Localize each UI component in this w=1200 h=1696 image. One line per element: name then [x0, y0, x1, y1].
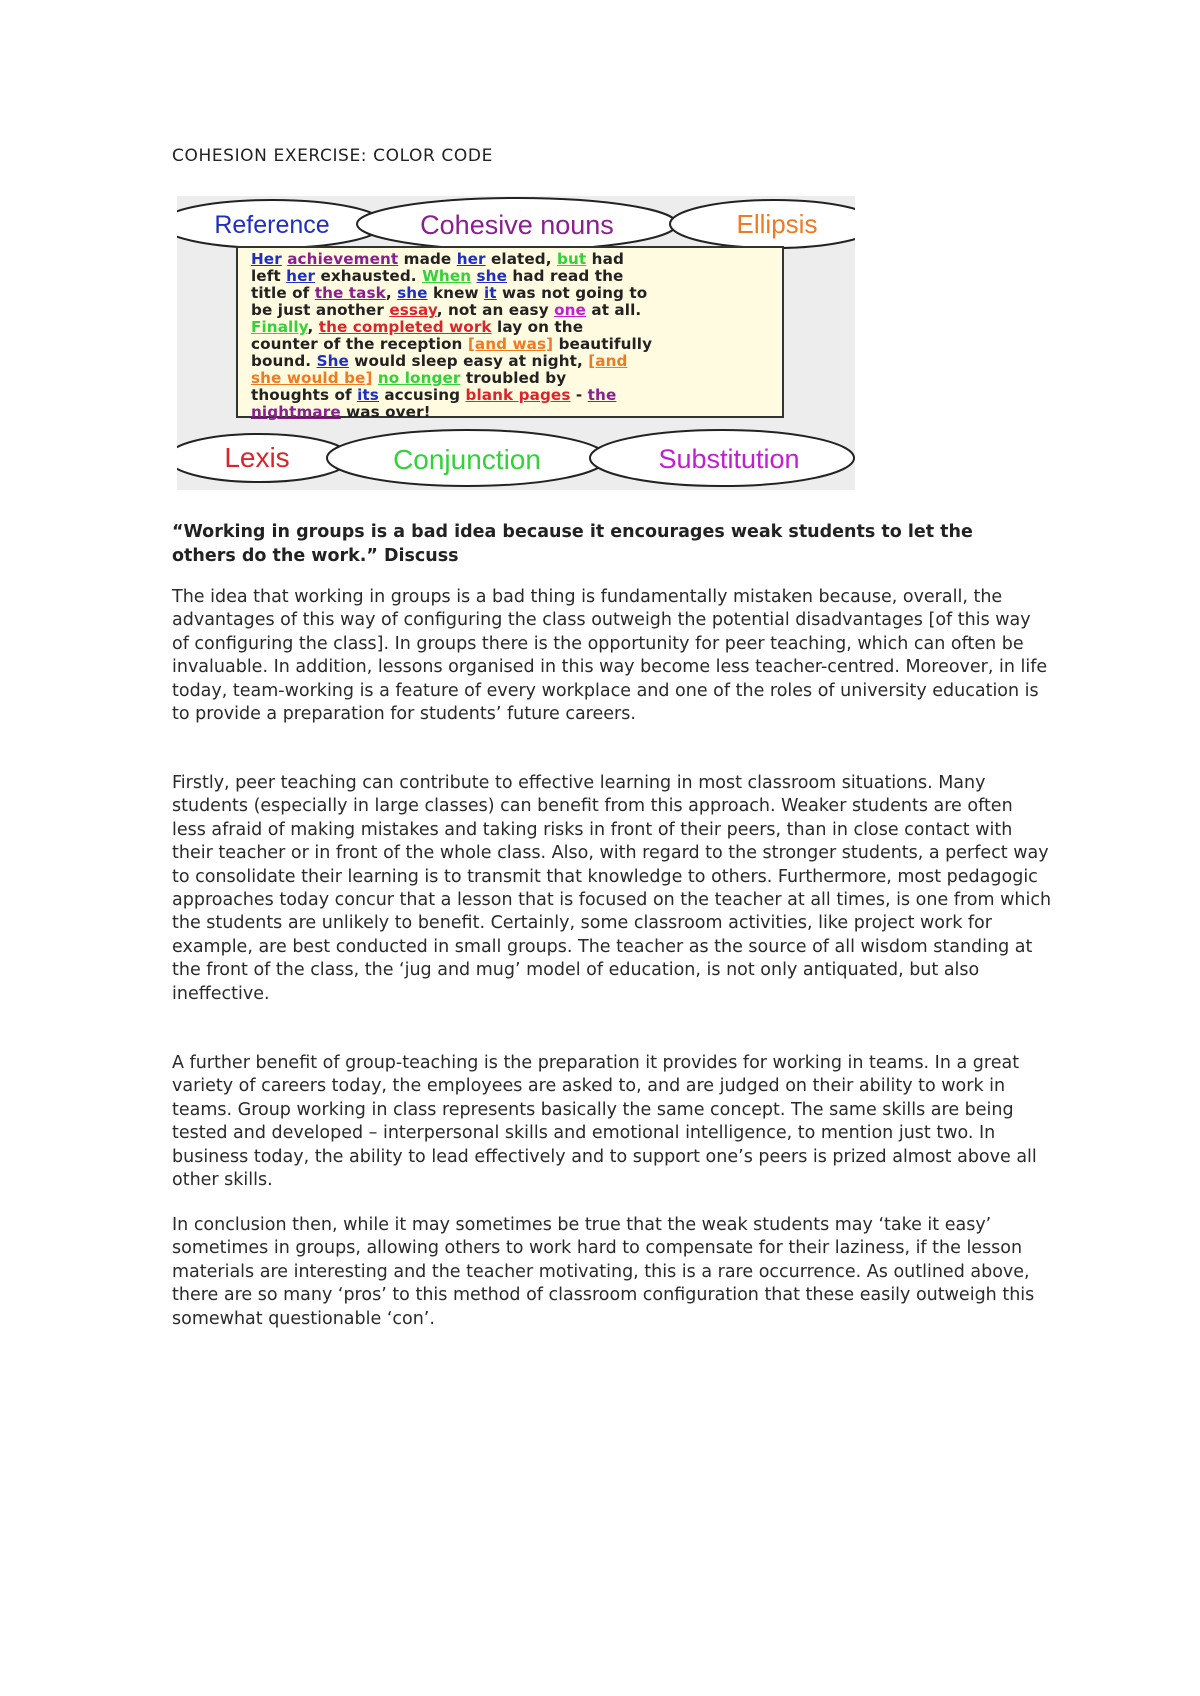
- lexis-mark: blank pages: [465, 386, 571, 404]
- paragraph-peer-teaching: Firstly, peer teaching can contribute to effective learning in most classroom situations. Many students (especially in large classes) can benefit from this approach. Weaker students are often less afraid of making mistakes and taking risks in front of their peers, than in close contact with their teacher or in front of the whole class. Also, with regard to the stronger students, a perfect way to consolidate their learning is to transmit that knowledge to others. Furthermore, most pedagogic approaches today concur that a lesson that is focused on the teacher at all times, is one from which the students are unlikely to benefit. Certainly, some classroom activities, like project work for example, are best conducted in small groups. The teacher as the source of all wisdom standing at the front of the class, the ‘jug and mug’ model of education, is not only antiquated, but also ineffective.: [172, 773, 1052, 1004]
- paragraph-conclusion: In conclusion then, while it may sometimes be true that the weak students may ‘take it easy’ sometimes in groups, allowing others to work hard to compensate for their laziness, if the lesson materials are interesting and the teacher motivating, this is a rare occurrence. As outlined above, there are so many ‘pros’ to this method of classroom configuration that these easily outweigh this somewhat questionable ‘con’.: [172, 1215, 1035, 1329]
- passage-line: she would be] no longer troubled by: [251, 369, 567, 387]
- reference-mark: She: [316, 352, 349, 370]
- cohesive-noun-mark: nightmare: [251, 403, 341, 421]
- conjunction-mark: Finally: [251, 318, 308, 336]
- passage-line: Her achievement made her elated, but had: [251, 250, 624, 268]
- cohesive-noun-mark: achievement: [287, 250, 399, 268]
- reference-label: Reference: [214, 211, 330, 239]
- ellipsis-mark: [and was]: [467, 335, 554, 353]
- reference-mark: she: [397, 284, 428, 302]
- passage-line: thoughts of its accusing blank pages - the: [251, 386, 617, 404]
- conjunction-mark: but: [557, 250, 587, 268]
- ellipsis-label: Ellipsis: [736, 209, 818, 239]
- passage-line: counter of the reception [and was] beautifully: [251, 335, 653, 353]
- paragraph-intro: The idea that working in groups is a bad thing is fundamentally mistaken because, overall, the advantages of this way of configuring the class outweigh the potential disadvantages [of this way of configuring the class]. In groups there is the opportunity for peer teaching, which can often be invaluable. In addition, lessons organised in this way become less teacher-centred. Moreover, in life today, team-working is a feature of every workplace and one of the roles of university education is to provide a preparation for students’ future careers.: [172, 587, 1048, 725]
- essay-question: “Working in groups is a bad idea because it encourages weak students to let the others do the work.” Discuss: [172, 522, 973, 566]
- passage-line: title of the task, she knew it was not going to: [251, 284, 648, 302]
- conjunction-mark: no longer: [377, 369, 461, 387]
- ellipsis-mark: she would be]: [251, 369, 373, 387]
- reference-mark: it: [484, 284, 497, 302]
- passage-line: nightmare was over!: [251, 403, 431, 421]
- conjunction-label: Conjunction: [393, 444, 541, 475]
- lexis-mark: essay: [389, 301, 437, 319]
- cohesive-nouns-label: Cohesive nouns: [420, 210, 614, 240]
- reference-mark: its: [357, 386, 379, 404]
- cohesion-diagram: [177, 196, 855, 490]
- reference-mark: she: [476, 267, 507, 285]
- conjunction-mark: When: [422, 267, 472, 285]
- reference-mark: her: [456, 250, 486, 268]
- page-title: COHESION EXERCISE: COLOR CODE: [172, 146, 493, 166]
- passage-line: Finally, the completed work lay on the: [251, 318, 584, 336]
- ellipsis-mark: [and: [588, 352, 628, 370]
- cohesive-noun-mark: the: [587, 386, 617, 404]
- cohesive-noun-mark: the task: [314, 284, 386, 302]
- substitution-label: Substitution: [658, 444, 800, 474]
- passage-line: bound. She would sleep easy at night, [and: [251, 352, 628, 370]
- example-passage: [236, 246, 784, 421]
- paragraph-teamwork: A further benefit of group-teaching is the preparation it provides for working in teams. In a great variety of careers today, the employees are asked to, and are judged on their ability to work in teams. Group working in class represents basically the same concept. The same skills are being tested and developed – interpersonal skills and emotional intelligence, to mention just two. In business today, the ability to lead effectively and to support one’s peers is prized almost above all other skills.: [172, 1053, 1037, 1191]
- lexis-label: Lexis: [224, 442, 290, 473]
- reference-mark: her: [286, 267, 316, 285]
- lexis-mark: the completed work: [318, 318, 492, 336]
- passage-line: left her exhausted. When she had read the: [251, 267, 624, 285]
- passage-line: be just another essay, not an easy one at all.: [251, 301, 642, 319]
- substitution-mark: one: [554, 301, 586, 319]
- reference-mark: Her: [251, 250, 282, 268]
